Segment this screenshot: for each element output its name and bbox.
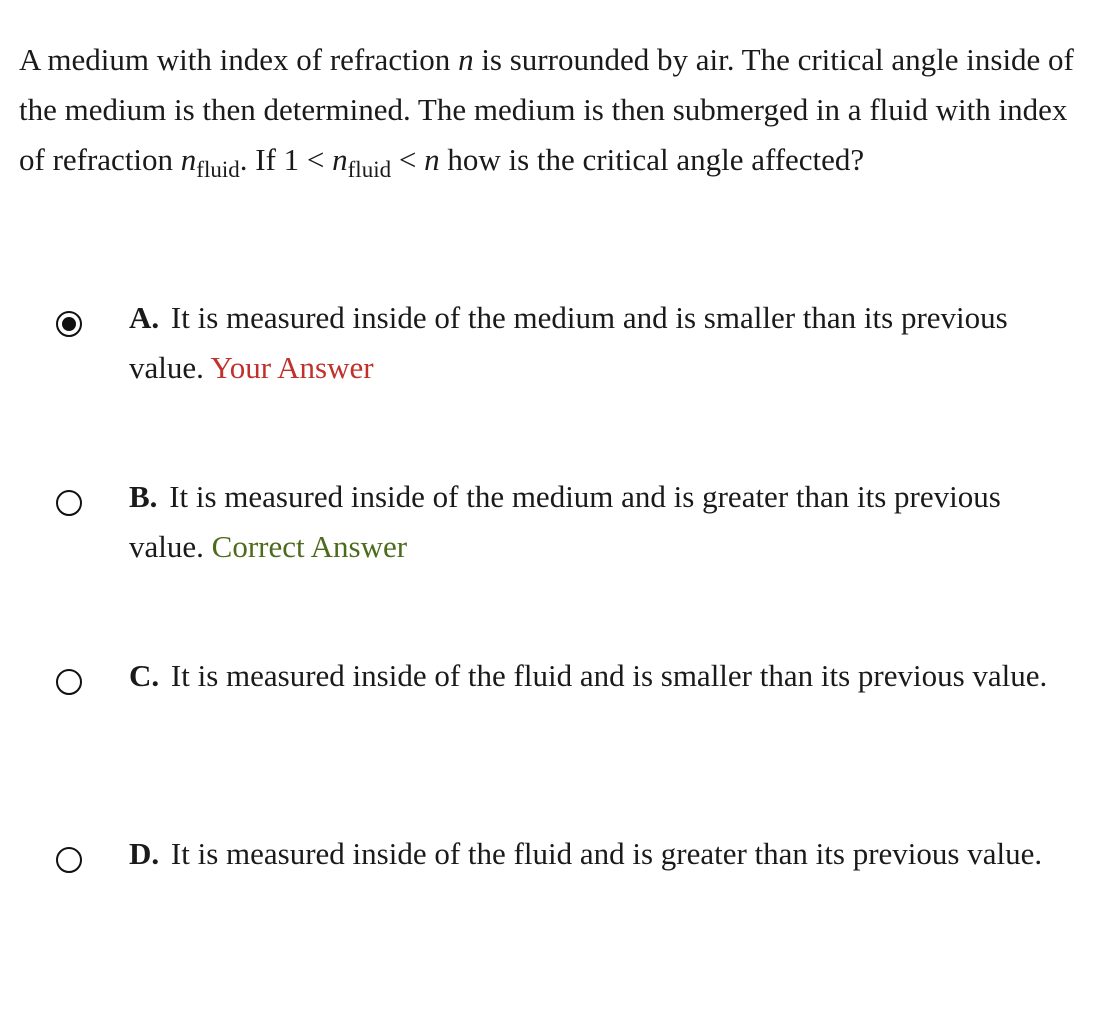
choice-a-text	[129, 293, 1079, 393]
choice-body: It is measured inside of the medium and is smaller than its previous value.	[129, 300, 1008, 385]
math-variable-n: n	[332, 142, 348, 177]
choice-d-text	[129, 829, 1089, 879]
question-part: <	[391, 142, 425, 177]
radio-unselected-icon[interactable]	[56, 847, 82, 873]
choice-letter: D.	[129, 836, 160, 871]
choice-body: It is measured inside of the fluid and is greater than its previous value.	[170, 836, 1043, 871]
radio-unselected-icon[interactable]	[56, 669, 82, 695]
question-part: A medium with index of refraction	[19, 42, 459, 77]
math-variable-n: n	[424, 142, 440, 177]
radio-unselected-icon[interactable]	[56, 490, 82, 516]
choice-letter: B.	[129, 479, 158, 514]
math-variable-n: n	[180, 142, 197, 177]
math-subscript-fluid: fluid	[347, 157, 392, 182]
choice-body: It is measured inside of the fluid and is smaller than its previous value.	[170, 658, 1048, 693]
question-text	[19, 35, 1079, 188]
math-variable-n: n	[458, 42, 474, 77]
choice-letter: A.	[129, 300, 160, 335]
radio-selected-icon[interactable]	[56, 311, 82, 337]
your-answer-label: Your Answer	[210, 350, 374, 385]
correct-answer-label: Correct Answer	[211, 529, 408, 564]
question-part: is surrounded by air. The critical angle inside of the medium is then determined. The medium is then submerged in a fluid with index of refraction	[19, 42, 1074, 177]
choice-body: It is measured inside of the medium and is greater than its previous value.	[129, 479, 1001, 564]
choice-b-text	[129, 472, 1079, 572]
question-part: how is the critical angle affected?	[439, 142, 865, 177]
choice-letter: C.	[129, 658, 160, 693]
math-subscript-fluid: fluid	[196, 157, 240, 182]
question-part: . If 1 <	[239, 142, 333, 177]
choice-c-text	[129, 651, 1079, 701]
